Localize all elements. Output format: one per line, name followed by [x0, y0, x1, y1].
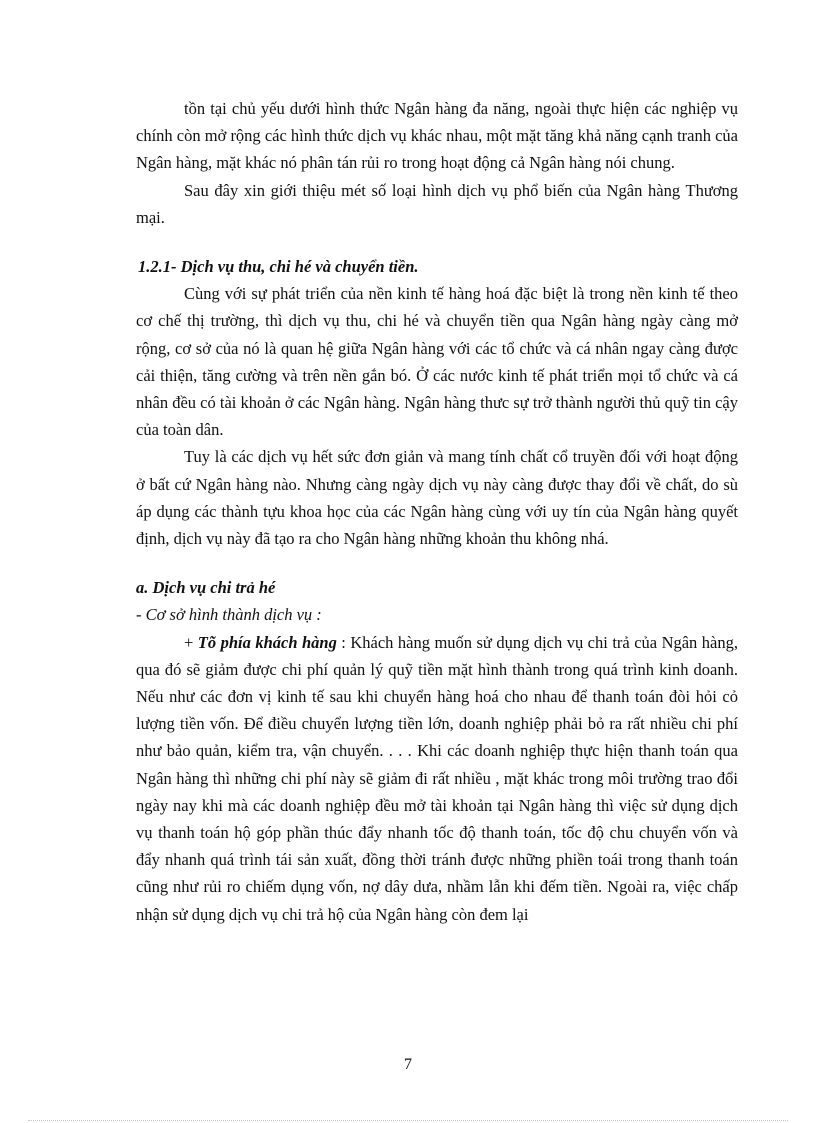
paragraph: tồn tại chủ yếu dưới hình thức Ngân hàng đa năng, ngoài thực hiện các nghiệp vụ chính còn mở rộng các hình thức dịch vụ khác nhau, một mặt tăng khả năng cạnh tranh của Ngân hàng, mặt khác nó phân tán rủi ro trong hoạt động cả Ngân hàng nói chung.: [136, 99, 738, 173]
paragraph: Sau đây xin giới thiệu mét số loại hình dịch vụ phổ biến của Ngân hàng Thương mại.: [136, 180, 738, 227]
paragraph: [136, 629, 738, 928]
bullet-prefix: +: [184, 632, 198, 652]
paragraph: Cùng với sự phát triển của nền kinh tế hàng hoá đặc biệt là trong nền kinh tế theo cơ chế thị trường, thì dịch vụ thu, chi hé và chuyển tiền qua Ngân hàng ngày càng mở rộng, cơ sở của nó là quan hệ giữa Ngân hàng với các tổ chức và cá nhân ngay càng được cải thiện, tăng cường và trên nền gắn bó. Ở các nước kinh tế phát triển mọi tổ chức và cá nhân đều có tài khoản ở các Ngân hàng. Ngân hàng thưc sự trở thành người thủ quỹ tin cậy của toàn dân.: [136, 284, 738, 440]
paragraph-text: : Khách hàng muốn sử dụng dịch vụ chi trả của Ngân hàng, qua đó sẽ giảm được chi phí quản lý quỹ tiền mặt hình thành trong quá trình kinh doanh. Nếu như các đơn vị kinh tế sau khi chuyển hàng hoá cho nhau để thanh toán đòi hỏi cỏ lượng tiền vốn. Để điều chuyển lượng tiền lớn, doanh nghiệp phải bỏ ra rất nhiều chi phí như bảo quản, kiểm tra, vận chuyển. . . . Khi các doanh nghiệp thực hiện thanh toán qua Ngân hàng thì những chi phí này sẽ giảm đi rất nhiều , mặt khác trong môi trường trao đổi ngày nay khi mà các doanh nghiệp đều mở tài khoản tại Ngân hàng thì việc sử dụng dịch vụ thanh toán hộ góp phần thúc đẩy nhanh tốc độ thanh toán, tốc độ chu chuyển vốn và đẩy nhanh quá trình tái sản xuất, đồng thời tránh được những phiền toái trong thanh toán cũng như rủi ro chiếm dụng vốn, nợ dây dưa, nhầm lẫn khi đếm tiền. Ngoài ra, việc chấp nhận sử dụng dịch vụ chi trả hộ của Ngân hàng còn đem lại: [136, 632, 738, 924]
spacer: [136, 552, 738, 574]
subsection-heading: a. Dịch vụ chi trả hé: [136, 578, 276, 598]
page-number: 7: [404, 1056, 412, 1073]
sub-heading: - Cơ sở hình thành dịch vụ :: [136, 605, 322, 625]
spacer: [136, 231, 738, 253]
page-body: [136, 95, 738, 928]
section-heading: 1.2.1- Dịch vụ thu, chi hé và chuyển tiền.: [138, 257, 419, 277]
page-bottom-border: [28, 1120, 788, 1121]
inline-label: Tõ phía khách hàng: [197, 632, 337, 652]
paragraph: Tuy là các dịch vụ hết sức đơn giản và mang tính chất cổ truyền đối với hoạt động ở bất cứ Ngân hàng nào. Nhưng càng ngày dịch vụ này càng được thay đổi về chất, do sù áp dụng các thành tựu khoa học của các Ngân hàng cùng với uy tín của Ngân hàng quyết định, dịch vụ này đã tạo ra cho Ngân hàng những khoản thu không nhá.: [136, 447, 738, 549]
